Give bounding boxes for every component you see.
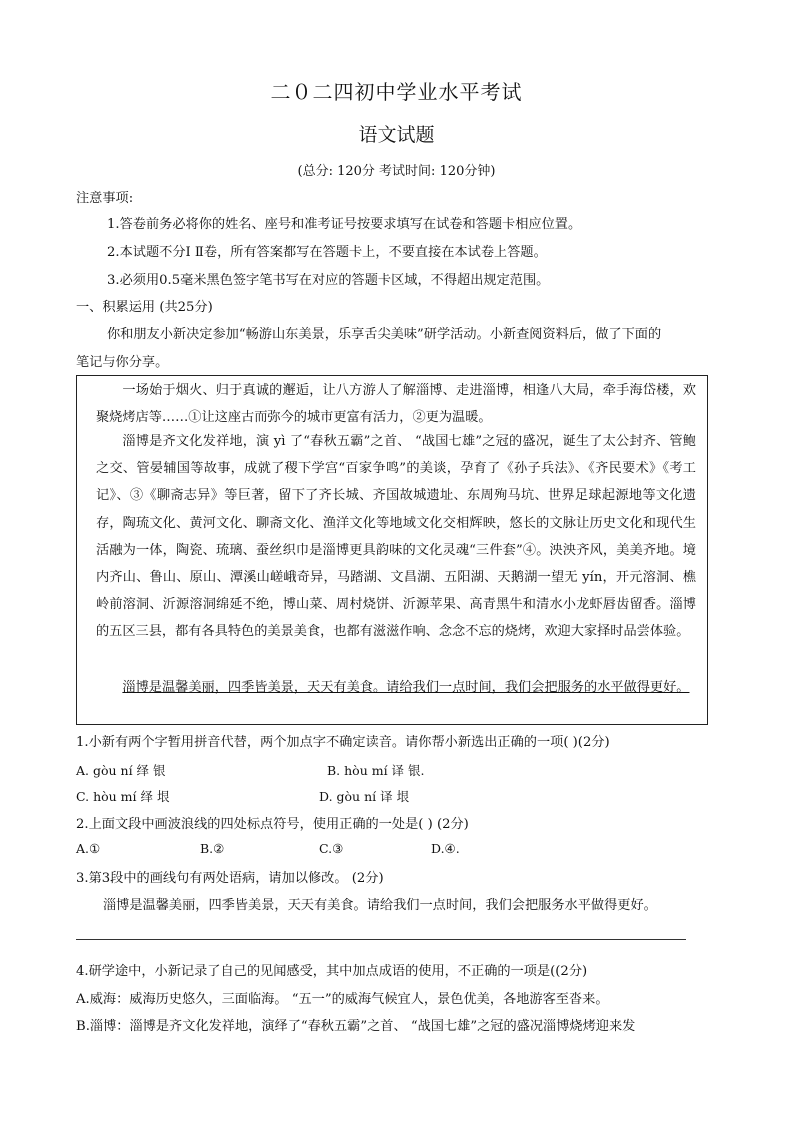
option-c: C. hòu mí 绎 垠 bbox=[76, 789, 170, 804]
exam-title: 二０二四初中学业水平考试 bbox=[270, 80, 523, 104]
option-a: A. gòu ní 绎 银 bbox=[76, 763, 166, 778]
exam-meta: (总分: 120分 考试时间: 120分钟) bbox=[297, 164, 496, 179]
underlined-sentence bbox=[96, 674, 696, 701]
notice-title: 注意事项: bbox=[76, 191, 134, 206]
question-stem: 4.研学途中，小新记录了自己的见闻感受，其中加点成语的使用，不正确的一项是((2分) bbox=[76, 964, 588, 979]
question-stem: 3.第3段中的画线句有两处语病，请加以修改。 (2分) bbox=[76, 871, 384, 886]
option-a: A.① bbox=[76, 841, 101, 856]
answer-line bbox=[76, 939, 686, 940]
section-intro-cont: 笔记与你分享。 bbox=[76, 355, 169, 370]
notice-item: 2.本试题不分Ⅰ Ⅱ卷，所有答案都写在答题卡上，不要直接在本试卷上答题。 bbox=[107, 245, 547, 260]
exam-subtitle: 语文试题 bbox=[358, 124, 435, 146]
option-b: B.淄博：淄博是齐文化发祥地，演绎了“春秋五霸”之首、 “战国七雄”之冠的盛况淄博烧烤迎来发 bbox=[76, 1019, 636, 1034]
option-c: C.③ bbox=[319, 841, 344, 856]
option-a: A.威海：威海历史悠久，三面临海。 “五一”的威海气候宜人，景色优美，各地游客至沓来。 bbox=[76, 992, 609, 1007]
notes-paragraph-text: 淄博是温馨美丽，四季皆美景，天天有美食。请给我们一点时间，我们会把服务的水平做得更好。 bbox=[122, 680, 690, 695]
question-stem: 2.上面文段中画波浪线的四处标点符号，使用正确的一处是( ) (2分) bbox=[76, 817, 469, 832]
notes-paragraph bbox=[96, 428, 696, 646]
notes-paragraph bbox=[96, 377, 696, 431]
notice-item: 3.必须用0.5毫米黑色签字笔书写在对应的答题卡区域，不得超出规定范围。 bbox=[107, 273, 550, 288]
notes-paragraph-text: 一场始于烟火、归于真诚的邂逅，让八方游人了解淄博、走进淄博，相逢八大局，牵手海岱楼，欢聚烧烤店等……①让这座古而弥今的城市更富有活力，②更为温暖。 bbox=[96, 383, 696, 426]
sentence-to-revise: 淄博是温馨美丽，四季皆美景，天天有美食。请给我们一点时间，我们会把服务水平做得更好。 bbox=[103, 898, 657, 913]
notice-item: 1.答卷前务必将你的姓名、座号和准考证号按要求填写在试卷和答题卡相应位置。 bbox=[107, 217, 582, 232]
section-title: 一、积累运用 (共25分) bbox=[76, 300, 213, 315]
option-d: D. gòu ní 译 垠 bbox=[319, 789, 410, 804]
notes-paragraph-text: 淄博是齐文化发祥地，演 yì 了“春秋五霸”之首、 “战国七雄”之冠的盛况，诞生了太公封齐、管鲍之交、管晏辅国等故事，成就了稷下学宫“百家争鸣”的美谈，孕育了《孙子兵法》、《齐民要术》《考工记》、③《聊斋志异》等巨著，留下了齐长城、齐国故城遗址、东周殉马坑、世界足球起源地等文化遗存，陶琉文化、黄河文化、聊斋文化、渔洋文化等地域文化交相辉映，悠长的文脉让历史文化和现代生活融为一体，陶瓷、琉璃、蚕丝织巾是淄博更具韵味的文化灵魂“三件套”④。泱泱齐风，美美齐地。境内齐山、鲁山、原山、潭溪山嵯峨奇异，马踏湖、文昌湖、五阳湖、天鹅湖一望无 yín，开元溶洞、樵岭前溶洞、沂源溶洞绵延不绝，博山菜、周村烧饼、沂源苹果、高青黑牛和清水小龙虾唇齿留香。淄博的五区三县，都有各具特色的美景美食，也都有滋滋作响、念念不忘的烧烤，欢迎大家择时品尝体验。 bbox=[96, 434, 696, 640]
question-stem: 1.小新有两个字暂用拼音代替，两个加点字不确定读音。请你帮小新选出正确的一项( )(2分) bbox=[76, 735, 610, 750]
option-b: B.② bbox=[200, 841, 225, 856]
option-d: D.④. bbox=[431, 841, 460, 856]
option-b: B. hòu mí 译 银. bbox=[327, 763, 425, 778]
section-intro: 你和朋友小新决定参加“畅游山东美景，乐享舌尖美味”研学活动。小新查阅资料后，做了下面的 bbox=[107, 327, 662, 342]
